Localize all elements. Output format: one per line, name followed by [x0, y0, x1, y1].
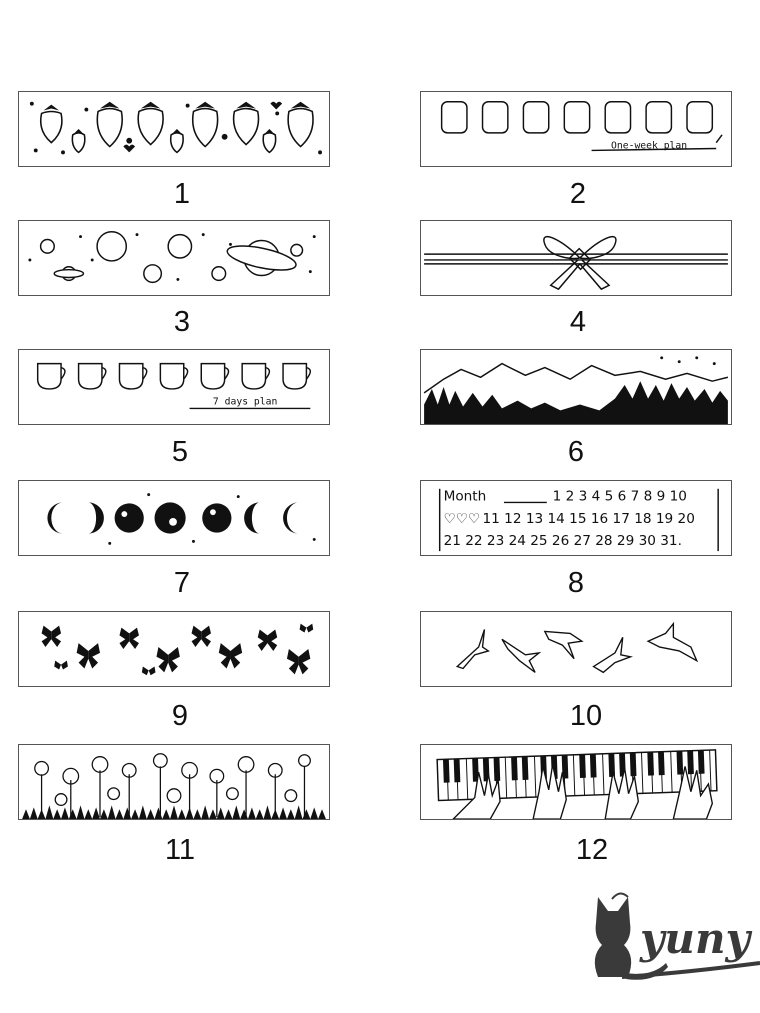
strawberry-pattern	[19, 92, 329, 166]
calendar-hearts: ♡♡♡	[443, 510, 481, 527]
calendar-month-label: Month	[443, 488, 487, 505]
stamp-number-1: 1	[173, 178, 191, 210]
stamp-11-flowers	[18, 744, 330, 820]
cup-pattern	[421, 92, 731, 166]
stamp-number-5: 5	[171, 436, 189, 468]
planet-pattern	[19, 221, 329, 295]
calendar-row-1: 1 2 3 4 5 6 7 8 9 10	[552, 488, 687, 505]
stamp-4-ribbon-bow	[420, 220, 732, 296]
moon-phase-pattern	[19, 481, 329, 555]
brand-logo	[582, 893, 760, 983]
seven-days-plan-caption: 7 days plan	[212, 396, 278, 408]
stamp-number-7: 7	[173, 567, 191, 599]
stamp-8-month-calendar	[420, 480, 732, 556]
stamp-number-11: 11	[164, 834, 196, 866]
one-week-plan-caption: One-week plan	[611, 140, 688, 152]
stamp-12-piano	[420, 744, 732, 820]
stamp-2-one-week-plan	[420, 91, 732, 167]
piano-pattern	[421, 745, 731, 819]
butterfly-pattern	[19, 612, 329, 686]
mountain-pattern	[421, 350, 731, 424]
stamp-number-10: 10	[569, 700, 603, 732]
stamp-7-moon-phases	[18, 480, 330, 556]
stamp-number-8: 8	[567, 567, 585, 599]
stamp-number-6: 6	[567, 436, 585, 468]
stamp-number-2: 2	[569, 178, 587, 210]
stamp-3-planets	[18, 220, 330, 296]
flower-pattern	[19, 745, 329, 819]
stamp-number-4: 4	[569, 306, 587, 338]
stamp-5-7-days-plan	[18, 349, 330, 425]
calendar-row-2: 11 12 13 14 15 16 17 18 19 20	[482, 510, 695, 527]
ribbon-pattern	[421, 221, 731, 295]
calendar-pattern	[421, 481, 731, 555]
stamp-number-12: 12	[575, 834, 609, 866]
bird-pattern	[421, 612, 731, 686]
stamp-number-3: 3	[173, 306, 191, 338]
mug-pattern	[19, 350, 329, 424]
stamp-6-mountains	[420, 349, 732, 425]
calendar-row-3: 21 22 23 24 25 26 27 28 29 30 31.	[443, 533, 682, 550]
cat-icon	[582, 893, 760, 983]
brand-name: yuny	[640, 914, 750, 963]
stamp-10-birds	[420, 611, 732, 687]
stamp-number-9: 9	[171, 700, 189, 732]
stamp-1-strawberries	[18, 91, 330, 167]
stamp-9-butterflies	[18, 611, 330, 687]
